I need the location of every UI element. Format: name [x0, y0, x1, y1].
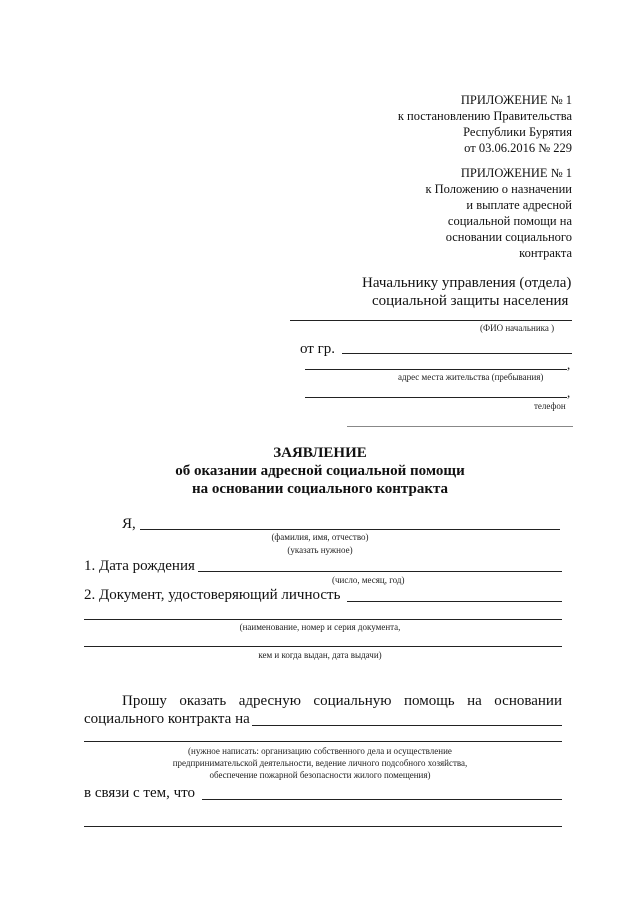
- head-name-field[interactable]: [290, 320, 572, 321]
- id-document-details-field[interactable]: [84, 619, 562, 620]
- appendix-2-line: и выплате адресной: [466, 198, 572, 212]
- head-name-caption: (ФИО начальника ): [480, 323, 555, 333]
- addressee-line-2: социальной защиты населения: [372, 293, 569, 309]
- extra-field[interactable]: [347, 426, 573, 427]
- appendix-1-line: к постановлению Правительства: [397, 109, 572, 123]
- choose-caption: (указать нужное): [287, 545, 353, 555]
- id-issued-caption: кем и когда выдан, дата выдачи): [258, 650, 382, 660]
- appendix-1-title: ПРИЛОЖЕНИЕ № 1: [460, 93, 572, 107]
- request-text: Прошу оказать адресную социальную помощь на основании: [122, 693, 562, 709]
- fio-field[interactable]: [140, 529, 560, 530]
- fio-caption: (фамилия, имя, отчество): [271, 532, 369, 542]
- birth-label: 1. Дата рождения: [84, 558, 195, 574]
- id-issued-field[interactable]: [84, 646, 562, 647]
- request-text-continued: социального контракта на: [84, 711, 250, 727]
- address-field[interactable]: [305, 369, 567, 370]
- purpose-caption: обеспечение пожарной безопасности жилого помещения): [209, 770, 431, 780]
- document-title: ЗАЯВЛЕНИЕ: [273, 445, 367, 461]
- phone-caption: телефон: [534, 401, 566, 411]
- reason-field-2[interactable]: [84, 826, 562, 827]
- reason-label: в связи с тем, что: [84, 785, 195, 801]
- reason-field[interactable]: [202, 799, 562, 800]
- id-document-label: 2. Документ, удостоверяющий личность: [84, 587, 341, 603]
- i-label: Я,: [122, 516, 136, 532]
- from-label: от гр.: [300, 341, 336, 357]
- phone-comma: ,: [567, 385, 571, 400]
- appendix-1-line: Республики Бурятия: [463, 125, 572, 139]
- id-document-field[interactable]: [347, 601, 562, 602]
- purpose-caption: предпринимательской деятельности, ведение личного подсобного хозяйства,: [172, 758, 468, 768]
- contract-purpose-field[interactable]: [252, 725, 562, 726]
- appendix-2-line: социальной помощи на: [447, 214, 572, 228]
- appendix-1-line: от 03.06.2016 № 229: [464, 141, 572, 155]
- address-caption: адрес места жительства (пребывания): [398, 372, 544, 382]
- document-subtitle: на основании социального контракта: [191, 481, 449, 497]
- phone-field[interactable]: [305, 397, 567, 398]
- purpose-caption: (нужное написать: организацию собственного дела и осуществление: [188, 746, 452, 756]
- document-subtitle: об оказании адресной социальной помощи: [175, 463, 465, 479]
- id-document-caption: (наименование, номер и серия документа,: [239, 622, 401, 632]
- birth-caption: (число, месяц, год): [332, 575, 405, 585]
- appendix-2-line: основании социального: [445, 230, 572, 244]
- contract-purpose-field-2[interactable]: [84, 741, 562, 742]
- appendix-2-line: к Положению о назначении: [425, 182, 572, 196]
- birth-date-field[interactable]: [198, 571, 562, 572]
- appendix-2-line: контракта: [519, 246, 572, 260]
- appendix-2-title: ПРИЛОЖЕНИЕ № 1: [460, 166, 572, 180]
- from-name-field[interactable]: [342, 353, 572, 354]
- address-comma: ,: [567, 357, 571, 372]
- addressee-line-1: Начальнику управления (отдела): [362, 275, 572, 291]
